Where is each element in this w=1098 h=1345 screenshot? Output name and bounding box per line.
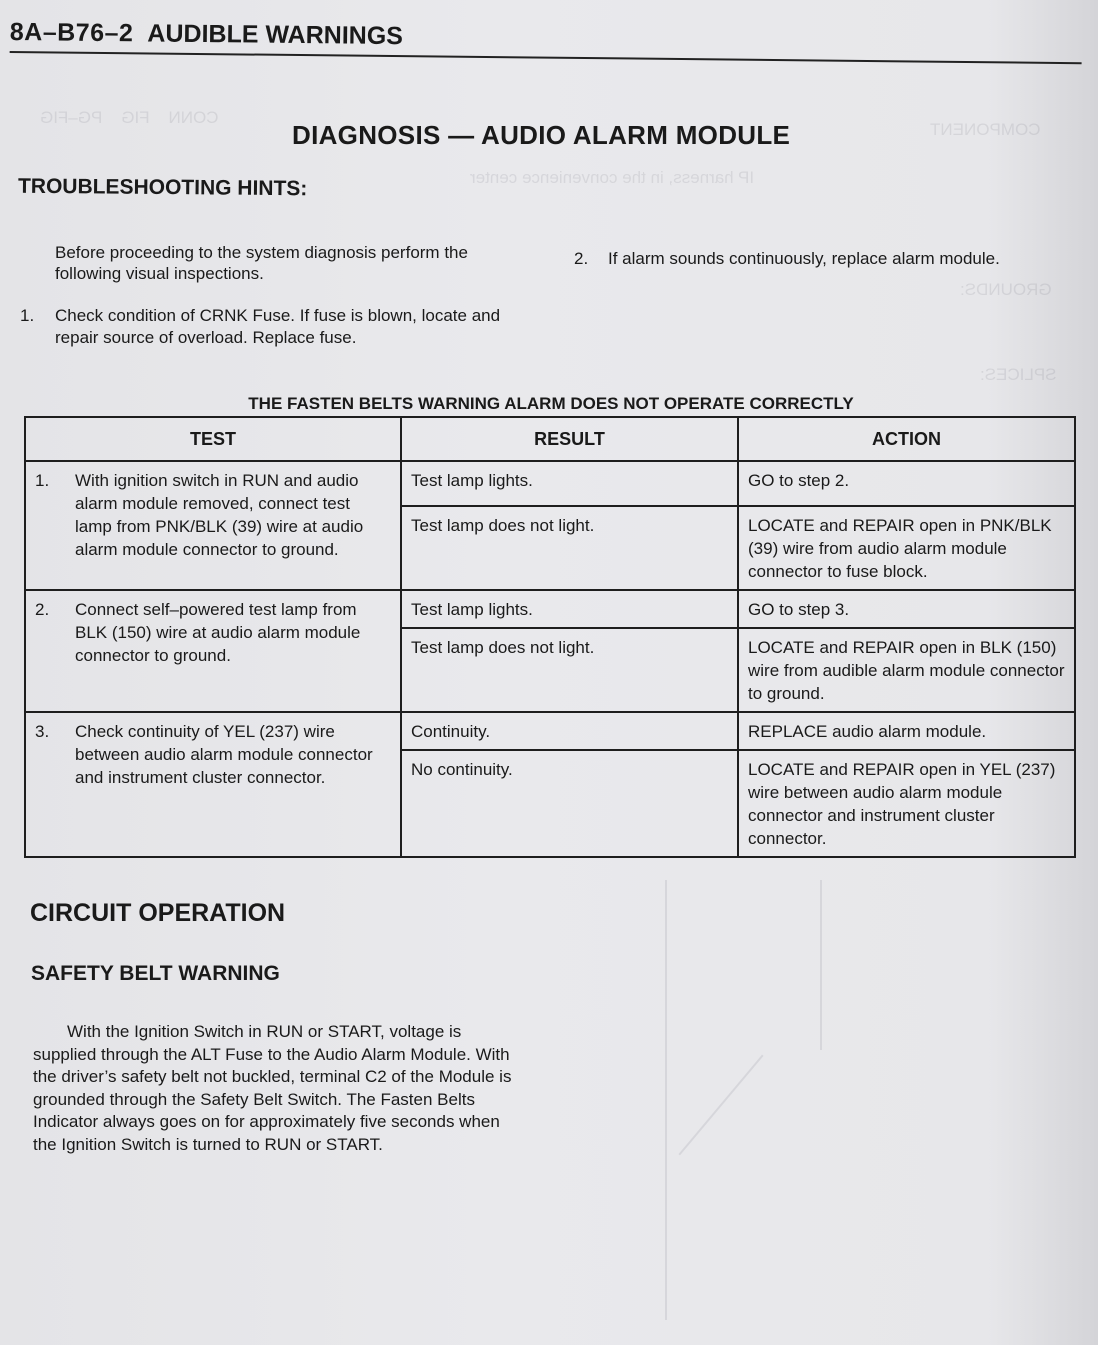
test-text: Connect self–powered test lamp from BLK (150) wire at audio alarm module connector to ground. bbox=[75, 600, 361, 665]
test-step-number: 3. bbox=[35, 722, 50, 741]
show-through-text: COMPONENT bbox=[930, 120, 1041, 139]
show-through-text: IP harness, in the convenience center bbox=[470, 168, 755, 187]
action-cell: GO to step 2. bbox=[738, 461, 1075, 506]
hint-step-number: 1. bbox=[20, 306, 35, 325]
show-through-text: GROUNDS: bbox=[960, 280, 1052, 299]
hints-intro: Before proceeding to the system diagnosis perform the following visual inspections. bbox=[55, 243, 468, 283]
show-through-line bbox=[678, 1055, 763, 1156]
section-code: 8A–B76–2 bbox=[9, 18, 134, 48]
action-cell: GO to step 3. bbox=[738, 590, 1075, 628]
page-header bbox=[10, 18, 1082, 64]
test-cell bbox=[25, 712, 401, 857]
section-title: AUDIBLE WARNINGS bbox=[147, 19, 404, 51]
action-cell: LOCATE and REPAIR open in PNK/BLK (39) wire from audio alarm module connector to fuse block. bbox=[738, 506, 1075, 590]
safety-belt-heading: SAFETY BELT WARNING bbox=[31, 962, 280, 985]
hint-step-2 bbox=[574, 248, 1084, 270]
result-cell: Test lamp does not light. bbox=[401, 628, 738, 712]
show-through-text: CONN FIG PG–FIG bbox=[40, 108, 219, 127]
result-cell: Continuity. bbox=[401, 712, 738, 750]
hints-heading: TROUBLESHOOTING HINTS: bbox=[17, 174, 308, 201]
test-step-number: 2. bbox=[35, 600, 50, 619]
result-cell: Test lamp does not light. bbox=[401, 506, 738, 590]
result-cell: No continuity. bbox=[401, 750, 738, 857]
test-text: With ignition switch in RUN and audio alarm module removed, connect test lamp from PNK/BLK (39) wire at audio alarm module connector to ground. bbox=[75, 471, 364, 559]
test-text: Check continuity of YEL (237) wire between audio alarm module connector and instrument cluster connector. bbox=[75, 722, 373, 787]
column-header-result: RESULT bbox=[401, 417, 738, 461]
action-cell: LOCATE and REPAIR open in BLK (150) wire from audible alarm module connector to ground. bbox=[738, 628, 1075, 712]
table-header-row bbox=[25, 417, 1075, 461]
show-through-line bbox=[820, 880, 822, 1050]
column-header-test: TEST bbox=[25, 417, 401, 461]
result-cell: Test lamp lights. bbox=[401, 461, 738, 506]
hint-step-number: 2. bbox=[574, 249, 589, 268]
show-through-text: SPLICES: bbox=[980, 365, 1057, 384]
table-caption: THE FASTEN BELTS WARNING ALARM DOES NOT OPERATE CORRECTLY bbox=[248, 394, 854, 413]
safety-belt-paragraph: With the Ignition Switch in RUN or START, voltage is supplied through the ALT Fuse to the Audio Alarm Module. With the driver’s safety belt not buckled, terminal C2 of the Module is grounded through the Safety Belt Switch. The Fasten Belts Indicator always goes on for approximately five seconds when the Ignition Switch is turned to RUN or START. bbox=[33, 1022, 512, 1154]
test-cell bbox=[25, 590, 401, 712]
table-row bbox=[25, 461, 1075, 506]
hint-step-text: If alarm sounds continuously, replace alarm module. bbox=[608, 249, 1000, 268]
show-through-line bbox=[665, 880, 667, 1320]
action-cell: LOCATE and REPAIR open in YEL (237) wire between audio alarm module connector and instrument cluster connector. bbox=[738, 750, 1075, 857]
hint-step-1 bbox=[20, 305, 520, 349]
test-cell bbox=[25, 461, 401, 590]
page-title: DIAGNOSIS — AUDIO ALARM MODULE bbox=[292, 120, 791, 150]
result-cell: Test lamp lights. bbox=[401, 590, 738, 628]
hint-step-text: Check condition of CRNK Fuse. If fuse is blown, locate and repair source of overload. Replace fuse. bbox=[55, 306, 501, 347]
column-header-action: ACTION bbox=[738, 417, 1075, 461]
circuit-operation-heading: CIRCUIT OPERATION bbox=[30, 899, 286, 927]
table-row bbox=[25, 590, 1075, 628]
table-row bbox=[25, 712, 1075, 750]
diagnosis-table bbox=[24, 416, 1076, 858]
test-step-number: 1. bbox=[35, 471, 50, 490]
action-cell: REPLACE audio alarm module. bbox=[738, 712, 1075, 750]
